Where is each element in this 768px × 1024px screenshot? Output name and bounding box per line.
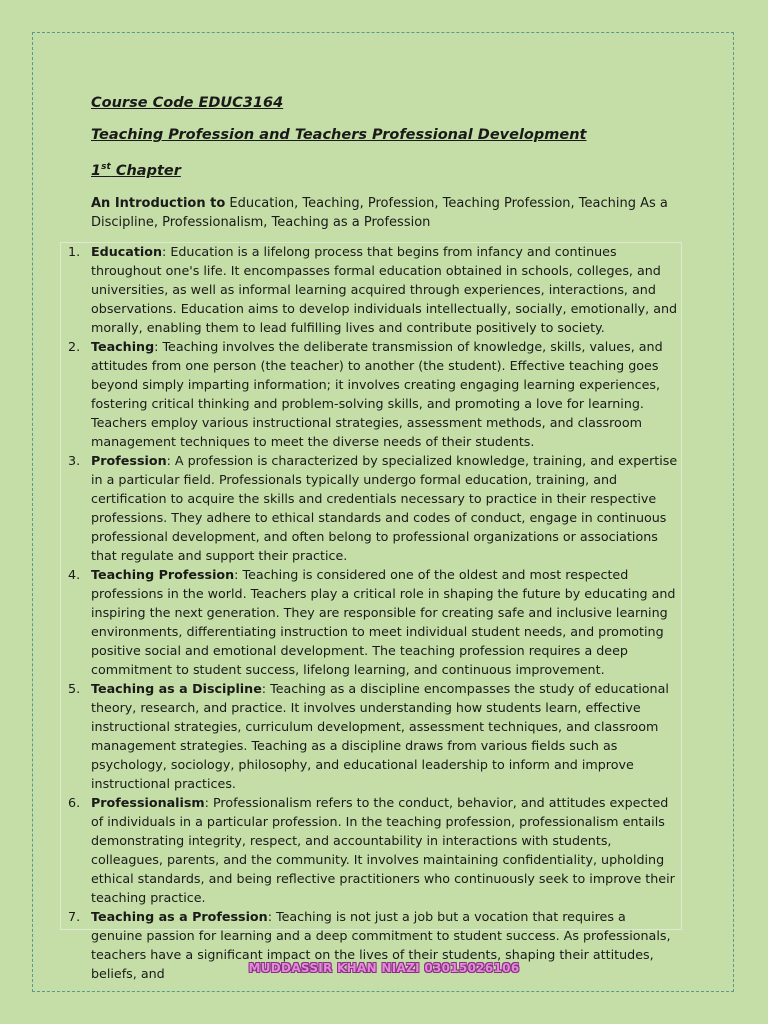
item-text: : Teaching is not just a job but a vocation that requires a genuine passion for learning and a deep commitment to student success. As professionals, teachers have a significant impact on the lives of their students, shaping their attitudes, beliefs, and xyxy=(91,909,671,981)
item-term: Teaching as a Discipline xyxy=(91,681,262,696)
list-item xyxy=(60,451,680,565)
intro-paragraph xyxy=(91,194,681,232)
item-text: : Teaching involves the deliberate transmission of knowledge, skills, values, and attitudes from one person (the teacher) to another (the student). Effective teaching goes beyond simply imparting information; it involves creating engaging learning experiences, fostering critical thinking and problem-solving skills, and promoting a love for learning. Teachers employ various instructional strategies, assessment methods, and classroom management techniques to meet the diverse needs of their students. xyxy=(91,339,663,449)
item-term: Professionalism xyxy=(91,795,205,810)
item-number: 6. xyxy=(68,795,81,810)
item-term: Teaching xyxy=(91,339,155,354)
definitions-list xyxy=(60,242,680,983)
chapter-suffix: st xyxy=(101,162,111,172)
item-term: Teaching as a Profession xyxy=(91,909,268,924)
list-item xyxy=(60,242,680,337)
item-number: 1. xyxy=(68,244,81,259)
item-number: 2. xyxy=(68,339,81,354)
item-text: : Teaching is considered one of the oldest and most respected professions in the world. Teachers play a critical role in shaping the future by educating and inspiring the next generation. They are responsible for creating safe and inclusive learning environments, differentiating instruction to meet individual student needs, and promoting positive social and emotional development. The teaching profession requires a deep commitment to student success, lifelong learning, and continuous improvement. xyxy=(91,567,676,677)
document-header xyxy=(91,94,681,240)
course-title: Teaching Profession and Teachers Professional Development xyxy=(91,127,587,143)
item-text: : Education is a lifelong process that begins from infancy and continues throughout one's life. It encompasses formal education obtained in schools, colleges, and universities, as well as informal learning acquired through experiences, interactions, and observations. Education aims to develop individuals intellectually, socially, emotionally, and morally, enabling them to lead fulfilling lives and contribute positively to society. xyxy=(91,244,678,335)
list-item xyxy=(60,679,680,793)
chapter-number: 1 xyxy=(91,162,102,179)
intro-lead: An Introduction to xyxy=(91,195,226,211)
item-text: : Teaching as a discipline encompasses the study of educational theory, research, and practice. It involves understanding how students learn, effective instructional strategies, curriculum development, assessment techniques, and classroom management strategies. Teaching as a discipline draws from various fields such as psychology, sociology, philosophy, and educational leadership to inform and improve instructional practices. xyxy=(91,681,669,791)
chapter-label: Chapter xyxy=(110,162,181,179)
item-number: 5. xyxy=(68,681,81,696)
item-term: Education xyxy=(91,244,163,259)
item-number: 3. xyxy=(68,453,81,468)
list-item xyxy=(60,793,680,907)
intro-text: Education, Teaching, Profession, Teaching Profession, Teaching As a Discipline, Professionalism, Teaching as a Profession xyxy=(91,195,668,230)
course-code: Course Code EDUC3164 xyxy=(91,95,284,111)
item-term: Profession xyxy=(91,453,167,468)
item-term: Teaching Profession xyxy=(91,567,235,582)
item-text: : Professionalism refers to the conduct, behavior, and attitudes expected of individuals in a particular profession. In the teaching profession, professionalism entails demonstrating integrity, respect, and accountability in interactions with students, colleagues, parents, and the community. It involves maintaining confidentiality, upholding ethical standards, and being reflective practitioners who continuously seek to improve their teaching practice. xyxy=(91,795,675,905)
item-text: : A profession is characterized by specialized knowledge, training, and expertise in a particular field. Professionals typically undergo formal education, training, and certification to acquire the skills and credentials necessary to practice in their respective professions. They adhere to ethical standards and codes of conduct, engage in continuous professional development, and often belong to professional organizations or associations that regulate and support their practice. xyxy=(91,453,678,563)
item-number: 4. xyxy=(68,567,81,582)
list-item xyxy=(60,565,680,679)
list-item xyxy=(60,337,680,451)
footer-watermark: MUDDASSIR KHAN NIAZI 03015026106 xyxy=(248,961,520,975)
chapter-heading xyxy=(91,158,681,180)
item-number: 7. xyxy=(68,909,81,924)
